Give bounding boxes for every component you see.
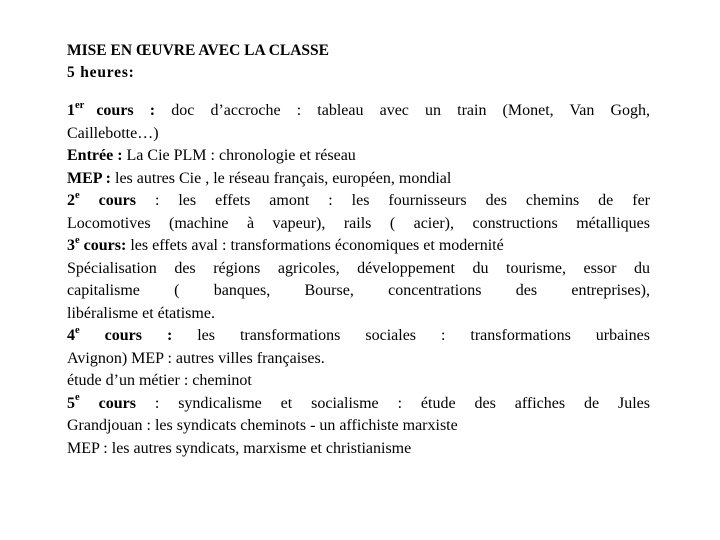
entry-label: Entrée :: [67, 147, 123, 164]
ordinal-suffix: e: [75, 324, 80, 336]
course-number: 3: [67, 237, 75, 254]
ordinal-suffix: e: [75, 392, 80, 404]
text-line: libéralisme et étatisme.: [67, 304, 215, 322]
text-line: Avignon) MEP : autres villes françaises.: [67, 349, 325, 367]
document-page: [67, 40, 650, 460]
ordinal-suffix: er: [75, 99, 85, 111]
text-line: Locomotives (machine à vapeur), rails ( acier), constructions métalliques: [67, 214, 650, 232]
course-text: : syndicalisme et socialisme : étude des affiches de Jules: [154, 394, 651, 412]
entry-line: [67, 145, 650, 168]
document-title: MISE EN ŒUVRE AVEC LA CLASSE: [67, 42, 329, 59]
entry-text: La Cie PLM : chronologie et réseau: [126, 147, 356, 164]
course-number: 2: [67, 192, 75, 209]
ordinal-suffix: e: [75, 189, 80, 201]
ordinal-suffix: e: [75, 234, 80, 246]
mep-text: les autres Cie , le réseau français, européen, mondial: [115, 169, 452, 187]
course-number: 1: [67, 102, 75, 119]
course-text: les effets aval : transformations économiques et modernité: [130, 237, 504, 254]
text-line: Caillebotte…): [67, 124, 159, 142]
text-line: étude d’un métier : cheminot: [67, 372, 252, 389]
text-line: Grandjouan : les syndicats cheminots - un affichiste marxiste: [67, 417, 458, 434]
course-number: 4: [67, 327, 75, 344]
course-label: cours:: [83, 237, 127, 254]
text-line: MEP : les autres syndicats, marxisme et christianisme: [67, 439, 412, 457]
course-label: cours :: [96, 102, 156, 119]
spacer: [67, 84, 650, 100]
course-2-line: [67, 190, 650, 213]
mep-line: [67, 168, 650, 191]
course-text: doc d’accroche : tableau avec un train (Monet, Van Gogh,: [171, 102, 651, 119]
text-line: Spécialisation des régions agricoles, développement du tourisme, essor du: [67, 259, 650, 277]
duration-heading: 5 heures:: [67, 64, 135, 81]
course-3-line: [67, 235, 650, 258]
course-label: cours: [98, 394, 136, 412]
course-text: les transformations sociales : transformations urbaines: [197, 327, 650, 344]
course-label: cours :: [104, 327, 173, 344]
course-4-line: [67, 325, 650, 348]
text-line: capitalisme ( banques, Bourse, concentrations des entreprises),: [67, 282, 650, 299]
course-label: cours: [98, 192, 136, 209]
course-5-line: [67, 393, 650, 416]
course-text: : les effets amont : les fournisseurs des chemins de fer: [154, 192, 651, 209]
course-1-line: [67, 100, 650, 123]
course-number: 5: [67, 394, 75, 412]
mep-label: MEP :: [67, 169, 111, 187]
